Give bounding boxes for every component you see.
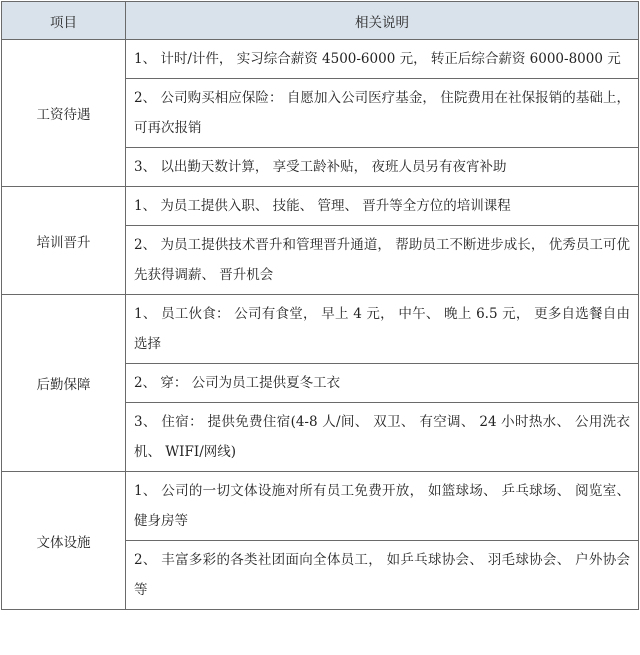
logistics-item-2: 2、 穿： 公司为员工提供夏冬工衣	[126, 364, 639, 403]
benefits-table	[1, 1, 639, 610]
training-item-2: 2、 为员工提供技术晋升和管理晋升通道， 帮助员工不断进步成长， 优秀员工可优先获得调薪、 晋升机会	[126, 226, 639, 295]
category-salary: 工资待遇	[2, 40, 126, 187]
benefits-table-container	[1, 1, 638, 610]
header-item: 项目	[2, 2, 126, 40]
training-item-1: 1、 为员工提供入职、 技能、 管理、 晋升等全方位的培训课程	[126, 187, 639, 226]
salary-item-1: 1、 计时/计件， 实习综合薪资 4500-6000 元， 转正后综合薪资 6000-8000 元	[126, 40, 639, 79]
logistics-item-1: 1、 员工伙食： 公司有食堂， 早上 4 元， 中午、 晚上 6.5 元， 更多自选餐自由选择	[126, 295, 639, 364]
header-description: 相关说明	[126, 2, 639, 40]
category-recreation: 文体设施	[2, 472, 126, 610]
table-row	[2, 187, 639, 226]
recreation-item-1: 1、 公司的一切文体设施对所有员工免费开放， 如篮球场、 乒乓球场、 阅览室、 健身房等	[126, 472, 639, 541]
table-row	[2, 472, 639, 541]
table-row	[2, 40, 639, 79]
category-logistics: 后勤保障	[2, 295, 126, 472]
table-header-row	[2, 2, 639, 40]
logistics-item-3: 3、 住宿： 提供免费住宿(4-8 人/间、 双卫、 有空调、 24 小时热水、 公用洗衣机、 WIFI/网线)	[126, 403, 639, 472]
salary-item-3: 3、 以出勤天数计算， 享受工龄补贴， 夜班人员另有夜宵补助	[126, 148, 639, 187]
recreation-item-2: 2、 丰富多彩的各类社团面向全体员工， 如乒乓球协会、 羽毛球协会、 户外协会等	[126, 541, 639, 610]
salary-item-2: 2、 公司购买相应保险： 自愿加入公司医疗基金， 住院费用在社保报销的基础上， 可再次报销	[126, 79, 639, 148]
category-training: 培训晋升	[2, 187, 126, 295]
table-row	[2, 295, 639, 364]
